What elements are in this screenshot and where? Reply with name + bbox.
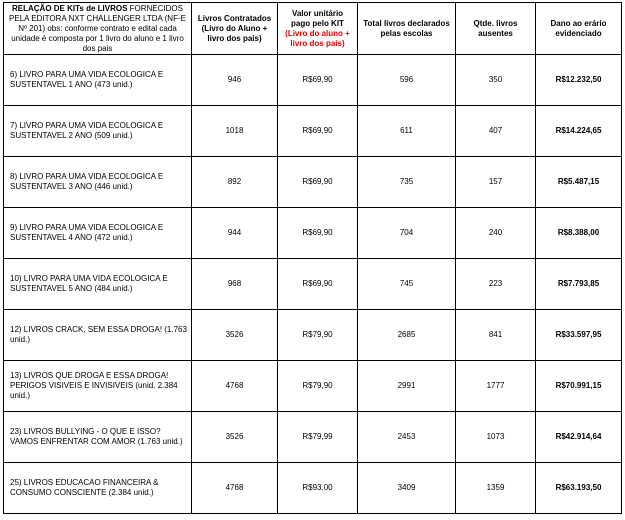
row-contratados: 4768	[192, 463, 278, 514]
row-ausentes: 1073	[456, 412, 536, 463]
row-description: 6) LIVRO PARA UMA VIDA ECOLOGICA E SUSTENTAVEL 1 ANO (473 unid.)	[4, 55, 192, 106]
row-contratados: 892	[192, 157, 278, 208]
row-ausentes: 157	[456, 157, 536, 208]
header-dano-erario: Dano ao erário evidenciado	[536, 3, 622, 55]
row-contratados: 944	[192, 208, 278, 259]
row-declarados: 2453	[358, 412, 456, 463]
header-qtde-ausentes: Qtde. livros ausentes	[456, 3, 536, 55]
row-contratados: 4768	[192, 361, 278, 412]
row-declarados: 2685	[358, 310, 456, 361]
row-dano: R$14.224,65	[536, 106, 622, 157]
row-ausentes: 841	[456, 310, 536, 361]
row-valor: R$79,99	[278, 412, 358, 463]
row-dano: R$42.914,64	[536, 412, 622, 463]
kits-table	[3, 2, 622, 514]
row-valor: R$93,00	[278, 463, 358, 514]
header-valor-unitario-note: (Livro do aluno + livro dos pais)	[285, 28, 350, 48]
row-ausentes: 1777	[456, 361, 536, 412]
row-valor: R$79,90	[278, 310, 358, 361]
row-valor: R$69,90	[278, 106, 358, 157]
table-row	[4, 412, 622, 463]
header-relacao-kits: RELAÇÃO DE KITs de LIVROS FORNECIDOS PELA EDITORA NXT CHALLENGER LTDA (NF-E Nº 201) obs: conforme contrato e edital cada unidade é composta por 1 livro do aluno e 1 livro dos pais	[4, 3, 192, 55]
row-declarados: 735	[358, 157, 456, 208]
row-ausentes: 223	[456, 259, 536, 310]
table-row	[4, 310, 622, 361]
kits-table-container	[3, 2, 621, 514]
header-valor-unitario: Valor unitário pago pelo KIT (Livro do aluno + livro dos pais)	[278, 3, 358, 55]
table-row	[4, 463, 622, 514]
row-dano: R$7.793,85	[536, 259, 622, 310]
table-row	[4, 259, 622, 310]
row-declarados: 2991	[358, 361, 456, 412]
header-livros-contratados: Livros Contratados (Livro do Aluno + livro dos pais)	[192, 3, 278, 55]
row-dano: R$63.193,50	[536, 463, 622, 514]
row-declarados: 3409	[358, 463, 456, 514]
row-valor: R$69,90	[278, 157, 358, 208]
row-valor: R$69,90	[278, 259, 358, 310]
row-ausentes: 1359	[456, 463, 536, 514]
row-contratados: 1018	[192, 106, 278, 157]
row-contratados: 946	[192, 55, 278, 106]
row-dano: R$12.232,50	[536, 55, 622, 106]
table-row	[4, 361, 622, 412]
row-contratados: 3526	[192, 412, 278, 463]
row-declarados: 596	[358, 55, 456, 106]
row-description: 8) LIVRO PARA UMA VIDA ECOLOGICA E SUSTENTAVEL 3 ANO (446 unid.)	[4, 157, 192, 208]
row-valor: R$79,90	[278, 361, 358, 412]
row-valor: R$69,90	[278, 55, 358, 106]
row-description: 12) LIVROS CRACK, SEM ESSA DROGA! (1.763 unid.)	[4, 310, 192, 361]
row-description: 9) LIVRO PARA UMA VIDA ECOLOGICA E SUSTENTAVEL 4 ANO (472 unid.)	[4, 208, 192, 259]
row-declarados: 745	[358, 259, 456, 310]
row-description: 25) LIVROS EDUCACAO FINANCEIRA & CONSUMO CONSCIENTE (2.384 unid.)	[4, 463, 192, 514]
row-declarados: 704	[358, 208, 456, 259]
row-contratados: 968	[192, 259, 278, 310]
table-row	[4, 55, 622, 106]
header-row	[4, 3, 622, 55]
row-ausentes: 350	[456, 55, 536, 106]
row-dano: R$8.388,00	[536, 208, 622, 259]
row-declarados: 611	[358, 106, 456, 157]
header-total-declarados: Total livros declarados pelas escolas	[358, 3, 456, 55]
row-dano: R$70.991,15	[536, 361, 622, 412]
row-description: 23) LIVROS BULLYING - O QUE E ISSO? VAMOS ENFRENTAR COM AMOR (1.763 unid.)	[4, 412, 192, 463]
row-description: 7) LIVRO PARA UMA VIDA ECOLOGICA E SUSTENTAVEL 2 ANO (509 unid.)	[4, 106, 192, 157]
row-description: 10) LIVRO PARA UMA VIDA ECOLOGICA E SUSTENTAVEL 5 ANO (484 unid.)	[4, 259, 192, 310]
table-row	[4, 208, 622, 259]
table-row	[4, 106, 622, 157]
row-description: 13) LIVROS QUE DROGA E ESSA DROGA! PERIGOS VISIVEIS E INVISIVEIS (unid. 2.384 unid.)	[4, 361, 192, 412]
row-contratados: 3526	[192, 310, 278, 361]
row-valor: R$69,90	[278, 208, 358, 259]
row-dano: R$5.487,15	[536, 157, 622, 208]
table-row	[4, 157, 622, 208]
row-dano: R$33.597,95	[536, 310, 622, 361]
row-ausentes: 240	[456, 208, 536, 259]
row-ausentes: 407	[456, 106, 536, 157]
